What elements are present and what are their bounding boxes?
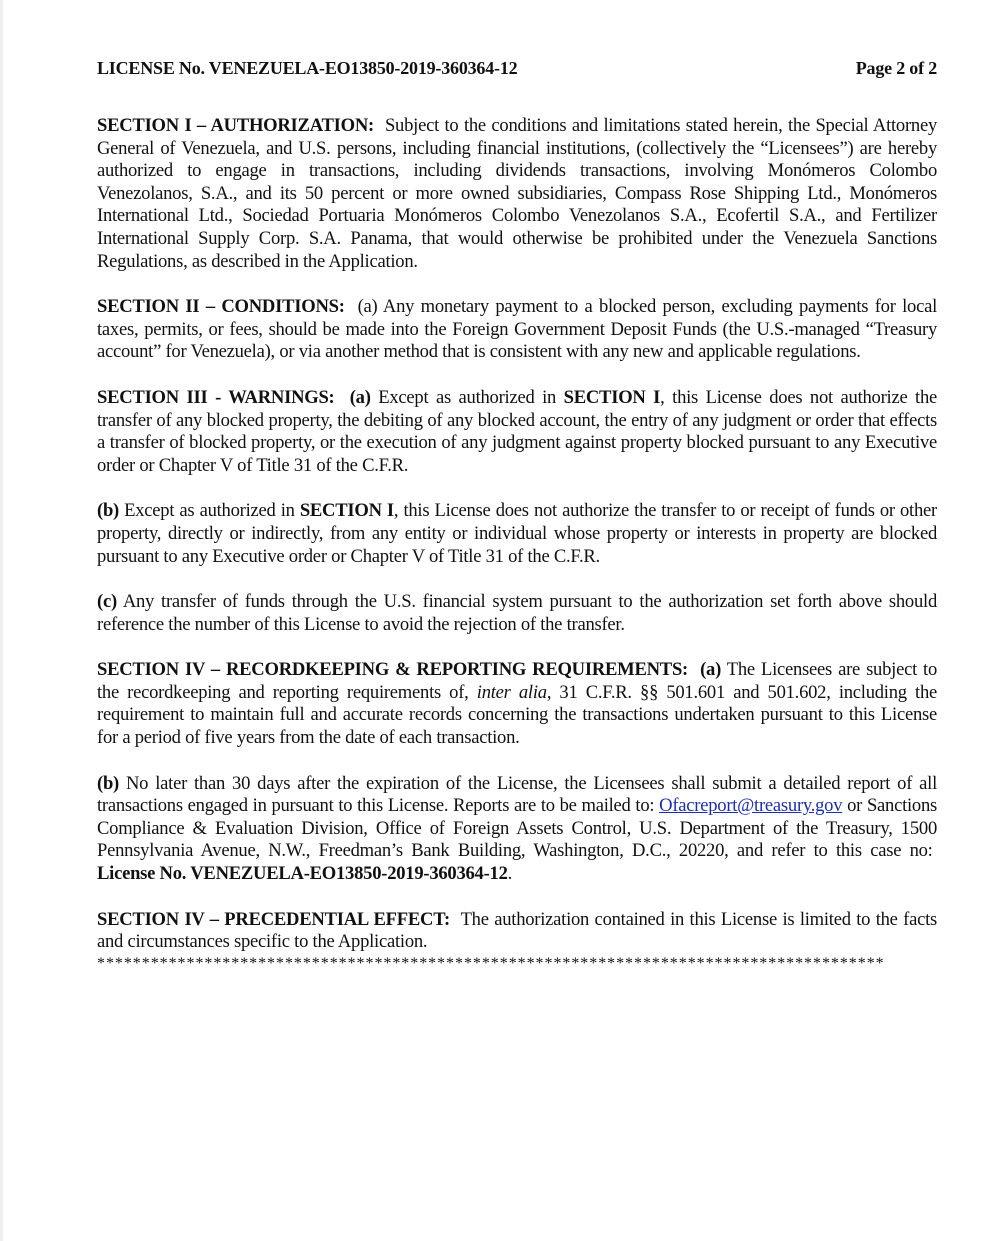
page-edge-shadow — [0, 0, 3, 1241]
warnings-c-label: (c) — [97, 591, 117, 613]
section-body-conditions: (a) Any monetary payment to a blocked person, excluding payments for local taxes, permits, or fees, should be made into the Foreign Government Deposit Funds (the U.S.-managed “Treasury account” for Venezuela), or via another method that is consistent with any new and applicable regulations. — [97, 296, 938, 363]
section-heading-recordkeeping: SECTION IV – RECORDKEEPING & REPORTING REQUIREMENTS: — [97, 659, 688, 681]
section-warnings-b — [97, 500, 937, 568]
warnings-b-body: , this License does not authorize the transfer to or receipt of funds or other property, directly or indirectly, from any entity or individual whose property or interests in property are blocked pursuant to any Executive order or Chapter V of Title 31 of the C.F.R. — [97, 500, 937, 567]
ofac-report-email-link[interactable]: Ofacreport@treasury.gov — [659, 795, 843, 817]
page-indicator: Page 2 of 2 — [855, 58, 937, 78]
recordkeeping-a-italic: inter alia — [476, 681, 547, 703]
section-warnings-c — [97, 591, 937, 636]
recordkeeping-b-label: (b) — [97, 772, 119, 794]
recordkeeping-b-end: . — [507, 863, 513, 885]
section-heading-warnings: SECTION III - WARNINGS: — [97, 386, 335, 408]
warnings-c-body: Any transfer of funds through the U.S. financial system pursuant to the authorization set forth above should reference the number of this License to avoid the rejection of the transfer. — [97, 591, 937, 635]
recordkeeping-a-pre: The Licensees are subject to the recordkeeping and reporting requirements of, — [97, 659, 938, 703]
asterisk-separator: **************************************************************************************** — [97, 954, 885, 972]
section-body-authorization: Subject to the conditions and limitations stated herein, the Special Attorney General of Venezuela, and U.S. persons, including financial institutions, (collectively the “Licensees”) are hereby authorized to engage in transactions, including dividends transactions, involving Monómeros Colombo Venezolanos, S.A., and its 50 percent or more owned subsidiaries, Compass Rose Shipping Ltd., Monómeros International Ltd., Sociedad Portuaria Monómeros Colombo Venezolanos S.A., Ecofertil S.A., and Fertilizer International Supply Corp. S.A. Panama, that would otherwise be prohibited under the Venezuela Sanctions Regulations, as described in the Application. — [97, 115, 937, 272]
recordkeeping-b-mid: or Sanctions Compliance & Evaluation Division, Office of Foreign Assets Control, U.S. Department of the Treasury, 1500 Pennsylvania Avenue, N.W., Freedman’s Bank Building, Washington, D.C., 20220, and refer to this case no: — [97, 795, 938, 862]
warnings-b-section-ref: SECTION I — [299, 500, 394, 522]
recordkeeping-b-case-number: License No. VENEZUELA-EO13850-2019-360364-12 — [97, 863, 508, 885]
warnings-b-label: (b) — [97, 500, 119, 522]
section-precedential-effect — [97, 909, 937, 954]
section-heading-conditions: SECTION II – CONDITIONS: — [97, 296, 345, 318]
warnings-b-pre: Except as authorized in — [124, 500, 295, 522]
warnings-a-label: (a) — [349, 386, 371, 408]
section-conditions — [97, 296, 937, 364]
recordkeeping-a-label: (a) — [700, 659, 722, 681]
section-body-precedential: The authorization contained in this License is limited to the facts and circumstances specific to the Application. — [97, 908, 938, 953]
section-authorization — [97, 115, 937, 273]
section-recordkeeping-a — [97, 659, 937, 749]
section-warnings-a — [97, 387, 937, 477]
recordkeeping-a-body: , 31 C.F.R. §§ 501.601 and 501.602, including the requirement to maintain full and accurate records concerning the transactions undertaken pursuant to this License for a period of five years from the date of each transaction. — [97, 681, 937, 749]
section-heading-authorization: SECTION I – AUTHORIZATION: — [97, 115, 374, 136]
warnings-a-section-ref: SECTION I — [563, 386, 661, 408]
section-heading-precedential: SECTION IV – PRECEDENTIAL EFFECT: — [97, 908, 450, 930]
recordkeeping-b-pre: No later than 30 days after the expiration of the License, the Licensees shall submit a detailed report of all transactions engaged in pursuant to this License. Reports are to be mailed to: — [97, 772, 937, 817]
section-recordkeeping-b — [97, 773, 937, 886]
warnings-a-body: , this License does not authorize the transfer of any blocked property, the debiting of any blocked account, the entry of any judgment or order that effects a transfer of blocked property, or the execution of any judgment against property blocked pursuant to any Executive order or Chapter V of Title 31 of the C.F.R. — [97, 386, 938, 476]
license-number-header: LICENSE No. VENEZUELA-EO13850-2019-360364-12 — [97, 58, 518, 78]
page-header — [97, 58, 937, 88]
warnings-a-pre: Except as authorized in — [378, 386, 557, 408]
license-document-page — [97, 58, 937, 974]
